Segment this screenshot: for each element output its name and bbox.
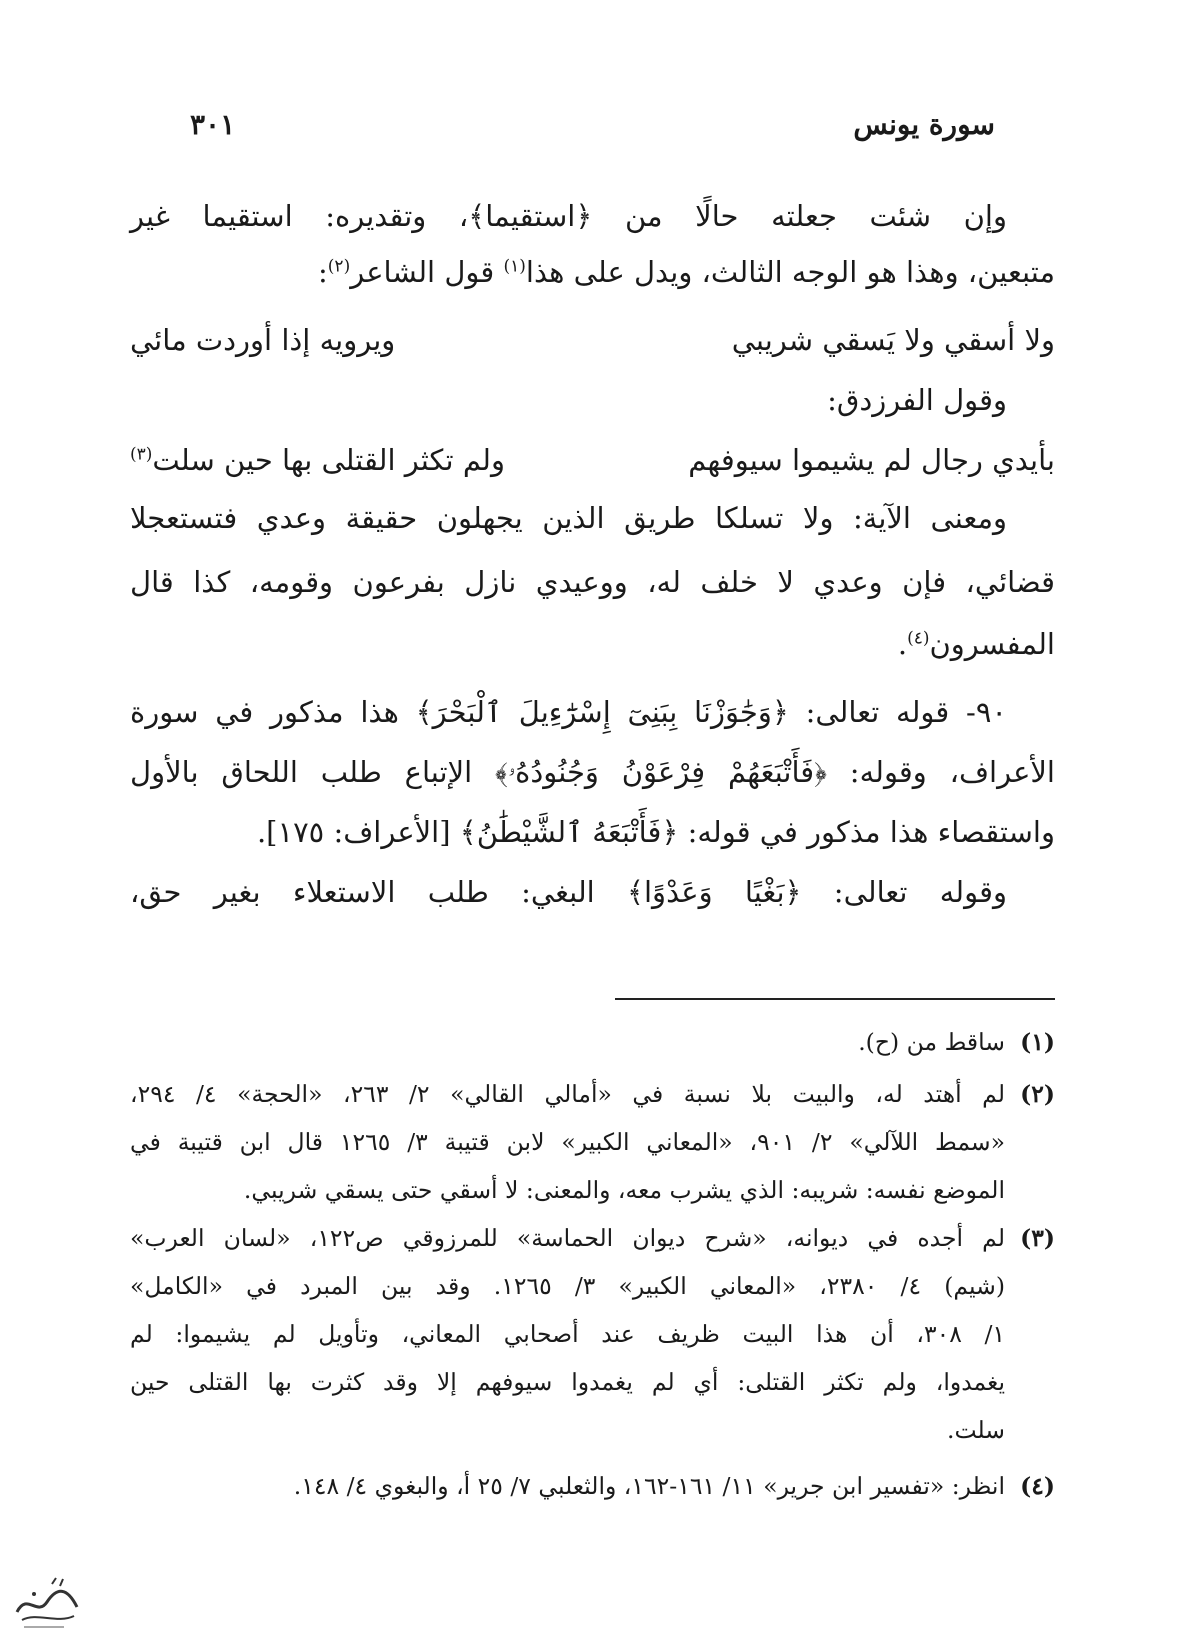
footnote-text: سلت. — [946, 1416, 1005, 1444]
body-line: واستقصاء هذا مذكور في قوله: ﴿فَأَتْبَعَهُ ٱلشَّيْطَٰنُ﴾ [الأعراف: ١٧٥]. — [256, 815, 1055, 849]
footnote-number: (٤) — [1020, 1472, 1055, 1500]
body-line: وقول الفرزدق: — [827, 383, 1007, 417]
footnote-number: (٢) — [1020, 1080, 1055, 1108]
verse-hemistich: بأيدي رجال لم يشيموا سيوفهم — [688, 443, 1055, 477]
footnote-number: (١) — [1020, 1028, 1055, 1056]
footnote-text: ساقط من (ح). — [858, 1028, 1005, 1056]
body-line: وإن شئت جعلته حالًا من ﴿استقيما﴾، وتقديره: استقيما غير — [130, 199, 1007, 233]
body-line: وقوله تعالى: ﴿بَغْيًا وَعَدْوًا﴾ البغي: طلب الاستعلاء بغير حق، — [130, 875, 1007, 909]
verse-hemistich: ويرويه إذا أوردت مائي — [130, 323, 396, 357]
footnote-number: (٣) — [1020, 1224, 1055, 1252]
body-line: قضائي، فإن وعدي لا خلف له، ووعيدي نازل بفرعون وقومه، كذا قال — [130, 565, 1055, 599]
publisher-logo — [12, 1572, 82, 1632]
footnote-text: يغمدوا، ولم تكثر القتلى: أي لم يغمدوا سيوفهم إلا وقد كثرت بها القتلى حين — [130, 1368, 1005, 1396]
footnote-ref: (٣) — [130, 444, 153, 465]
footnote-text: لم أجده في ديوانه، «شرح ديوان الحماسة» للمرزوقي ص١٢٢، «لسان العرب» — [130, 1224, 1005, 1252]
body-line: الأعراف، وقوله: ﴿فَأَتْبَعَهُمْ فِرْعَوْنُ وَجُنُودُهُۥ﴾ الإتباع طلب اللحاق بالأول — [130, 755, 1055, 789]
footnote-text: ١/ ٣٠٨، أن هذا البيت ظريف عند أصحابي المعاني، وتأويل لم يشيموا: لم — [130, 1320, 1005, 1348]
page-number: ٣٠١ — [190, 108, 236, 141]
running-title: سورة يونس — [853, 108, 995, 141]
footnote-separator — [615, 998, 1055, 1000]
footnote-text: انظر: «تفسير ابن جرير» ١١/ ١٦١-١٦٢، والثعلبي ٧/ ٢٥ أ، والبغوي ٤/ ١٤٨. — [293, 1472, 1005, 1500]
footnote-text: لم أهتد له، والبيت بلا نسبة في «أمالي القالي» ٢/ ٢٦٣، «الحجة» ٤/ ٢٩٤، — [130, 1080, 1005, 1108]
body-line: المفسرون$^{(٤)}$. — [897, 627, 1055, 661]
footnote-text: الموضع نفسه: شريبه: الذي يشرب معه، والمعنى: لا أسقي حتى يسقي شريبي. — [243, 1176, 1005, 1204]
footnote-ref: (٤) — [907, 628, 930, 649]
body-line: ٩٠- قوله تعالى: ﴿وَجَٰوَزْنَا بِبَنِىٓ إِسْرَٰٓءِيلَ ٱلْبَحْرَ﴾ هذا مذكور في سورة — [130, 695, 1007, 729]
footnote-ref: (٢) — [327, 256, 351, 277]
footnote-ref: (١) — [503, 256, 526, 277]
page-header — [190, 108, 995, 148]
body-line: ومعنى الآية: ولا تسلكا طريق الذين يجهلون حقيقة وعدي فتستعجلا — [130, 501, 1007, 535]
body-line: متبعين، وهذا هو الوجه الثالث، ويدل على هذا$^{(١)}$ قول الشاعر$^{(٢)}$: — [318, 255, 1055, 289]
footnote-text: «سمط اللآلي» ٢/ ٩٠١، «المعاني الكبير» لابن قتيبة ٣/ ١٢٦٥ قال ابن قتيبة في — [130, 1128, 1005, 1156]
verse-hemistich: ولم تكثر القتلى بها حين سلت — [152, 443, 505, 477]
verse-hemistich: ولا أسقي ولا يَسقي شريبي — [731, 323, 1055, 357]
footnote-text: (شيم) ٤/ ٢٣٨٠، «المعاني الكبير» ٣/ ١٢٦٥. وقد بين المبرد في «الكامل» — [130, 1272, 1005, 1300]
